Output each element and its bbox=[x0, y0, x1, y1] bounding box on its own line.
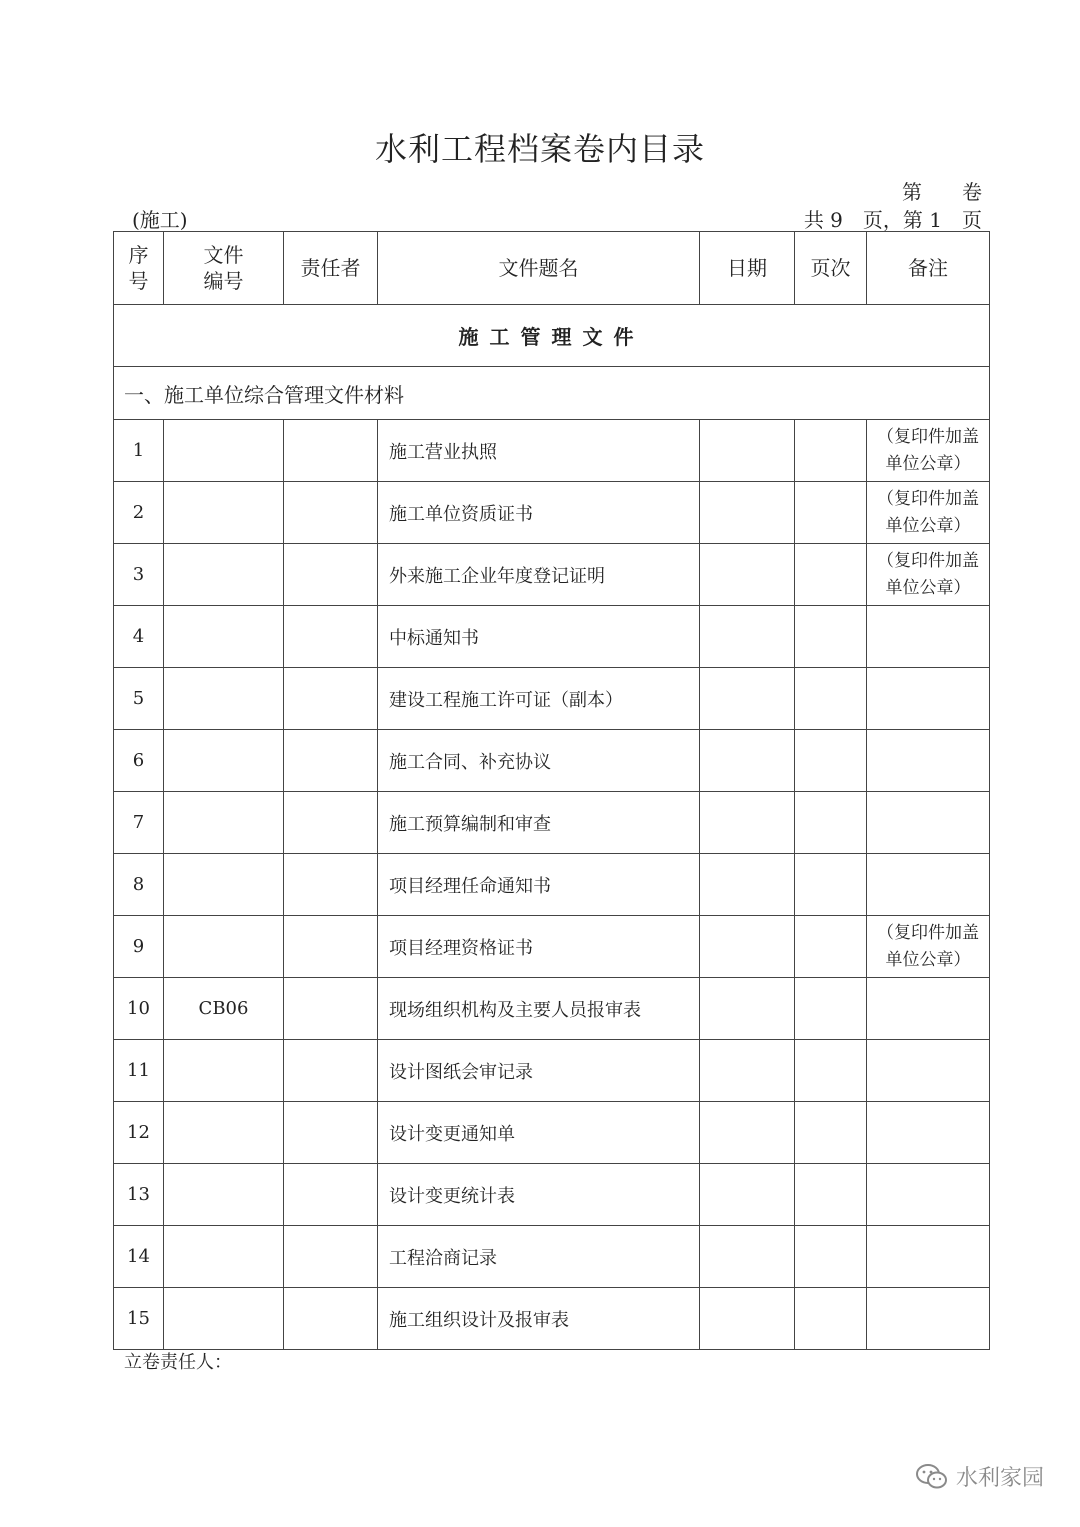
responsible-cell bbox=[284, 978, 378, 1040]
remark-cell: （复印件加盖 单位公章） bbox=[867, 420, 990, 482]
pages-cell bbox=[795, 1102, 867, 1164]
header-doc-title: 文件题名 bbox=[378, 232, 700, 305]
date-cell bbox=[700, 916, 795, 978]
date-cell bbox=[700, 1040, 795, 1102]
header-responsible: 责任者 bbox=[284, 232, 378, 305]
catalog-table bbox=[113, 231, 990, 1350]
remark-cell bbox=[867, 1288, 990, 1350]
pages-cell bbox=[795, 1164, 867, 1226]
title-cell: 施工合同、补充协议 bbox=[378, 730, 700, 792]
pages-cell bbox=[795, 1040, 867, 1102]
table-row bbox=[114, 668, 990, 730]
title-cell: 施工营业执照 bbox=[378, 420, 700, 482]
pages-cell bbox=[795, 730, 867, 792]
doc-no-cell bbox=[164, 916, 284, 978]
title-cell: 中标通知书 bbox=[378, 606, 700, 668]
table-header-row bbox=[114, 232, 990, 305]
remark-cell: （复印件加盖 单位公章） bbox=[867, 482, 990, 544]
pages-cell bbox=[795, 916, 867, 978]
subsection-heading-row bbox=[114, 367, 990, 420]
section-heading: 施工管理文件 bbox=[114, 305, 990, 367]
date-cell bbox=[700, 1164, 795, 1226]
remark-cell bbox=[867, 1164, 990, 1226]
responsible-cell bbox=[284, 482, 378, 544]
table-row bbox=[114, 482, 990, 544]
section-heading-row bbox=[114, 305, 990, 367]
seq-cell: 12 bbox=[114, 1102, 164, 1164]
pages-cell bbox=[795, 668, 867, 730]
responsible-cell bbox=[284, 668, 378, 730]
title-cell: 项目经理资格证书 bbox=[378, 916, 700, 978]
seq-cell: 10 bbox=[114, 978, 164, 1040]
watermark bbox=[914, 1461, 1044, 1492]
table-row bbox=[114, 792, 990, 854]
title-cell: 施工预算编制和审查 bbox=[378, 792, 700, 854]
pages-cell bbox=[795, 482, 867, 544]
seq-cell: 15 bbox=[114, 1288, 164, 1350]
date-cell bbox=[700, 1102, 795, 1164]
volume-label: 第 卷 bbox=[902, 180, 982, 204]
responsible-cell bbox=[284, 544, 378, 606]
doc-no-cell bbox=[164, 420, 284, 482]
doc-no-cell bbox=[164, 1102, 284, 1164]
remark-cell bbox=[867, 730, 990, 792]
seq-cell: 8 bbox=[114, 854, 164, 916]
date-cell bbox=[700, 420, 795, 482]
doc-no-cell bbox=[164, 854, 284, 916]
responsible-cell bbox=[284, 1226, 378, 1288]
title-cell: 项目经理任命通知书 bbox=[378, 854, 700, 916]
date-cell bbox=[700, 730, 795, 792]
remark-cell bbox=[867, 1102, 990, 1164]
doc-no-cell bbox=[164, 482, 284, 544]
date-cell bbox=[700, 854, 795, 916]
table-row bbox=[114, 606, 990, 668]
remark-cell bbox=[867, 1040, 990, 1102]
doc-no-cell bbox=[164, 668, 284, 730]
date-cell bbox=[700, 792, 795, 854]
remark-cell bbox=[867, 854, 990, 916]
seq-cell: 6 bbox=[114, 730, 164, 792]
title-cell: 工程洽商记录 bbox=[378, 1226, 700, 1288]
date-cell bbox=[700, 1288, 795, 1350]
footer-label: 立卷责任人： bbox=[124, 1352, 232, 1373]
seq-cell: 11 bbox=[114, 1040, 164, 1102]
seq-cell: 1 bbox=[114, 420, 164, 482]
title-cell: 设计图纸会审记录 bbox=[378, 1040, 700, 1102]
header-remark: 备注 bbox=[867, 232, 990, 305]
doc-no-cell bbox=[164, 1040, 284, 1102]
header-date: 日期 bbox=[700, 232, 795, 305]
date-cell bbox=[700, 978, 795, 1040]
table-row bbox=[114, 854, 990, 916]
seq-cell: 7 bbox=[114, 792, 164, 854]
responsible-cell bbox=[284, 792, 378, 854]
table-row bbox=[114, 978, 990, 1040]
pages-cell bbox=[795, 1288, 867, 1350]
doc-no-cell bbox=[164, 1164, 284, 1226]
pages-cell bbox=[795, 792, 867, 854]
seq-cell: 3 bbox=[114, 544, 164, 606]
header-pages: 页次 bbox=[795, 232, 867, 305]
doc-no-cell bbox=[164, 730, 284, 792]
wechat-icon bbox=[914, 1462, 950, 1492]
responsible-cell bbox=[284, 1164, 378, 1226]
page-title: 水利工程档案卷内目录 bbox=[374, 130, 705, 168]
date-cell bbox=[700, 668, 795, 730]
pages-cell bbox=[795, 420, 867, 482]
table-row bbox=[114, 420, 990, 482]
table-row bbox=[114, 1288, 990, 1350]
doc-no-cell bbox=[164, 1226, 284, 1288]
date-cell bbox=[700, 544, 795, 606]
date-cell bbox=[700, 1226, 795, 1288]
doc-no-cell: CB06 bbox=[164, 978, 284, 1040]
seq-cell: 13 bbox=[114, 1164, 164, 1226]
seq-cell: 5 bbox=[114, 668, 164, 730]
remark-cell bbox=[867, 1226, 990, 1288]
responsible-cell bbox=[284, 1040, 378, 1102]
remark-cell bbox=[867, 668, 990, 730]
seq-cell: 14 bbox=[114, 1226, 164, 1288]
title-cell: 外来施工企业年度登记证明 bbox=[378, 544, 700, 606]
page-count: 共 9 页，第 1 页 bbox=[803, 208, 982, 232]
doc-no-cell bbox=[164, 544, 284, 606]
seq-cell: 9 bbox=[114, 916, 164, 978]
responsible-cell bbox=[284, 1102, 378, 1164]
subsection-heading: 一、施工单位综合管理文件材料 bbox=[114, 367, 990, 420]
remark-cell bbox=[867, 978, 990, 1040]
responsible-cell bbox=[284, 916, 378, 978]
title-cell: 建设工程施工许可证（副本） bbox=[378, 668, 700, 730]
pages-cell bbox=[795, 978, 867, 1040]
doc-no-cell bbox=[164, 606, 284, 668]
table-row bbox=[114, 1164, 990, 1226]
table-row bbox=[114, 544, 990, 606]
table-row bbox=[114, 1102, 990, 1164]
table-row bbox=[114, 1226, 990, 1288]
title-cell: 施工组织设计及报审表 bbox=[378, 1288, 700, 1350]
remark-cell bbox=[867, 792, 990, 854]
seq-cell: 4 bbox=[114, 606, 164, 668]
title-cell: 设计变更统计表 bbox=[378, 1164, 700, 1226]
remark-cell: （复印件加盖 单位公章） bbox=[867, 916, 990, 978]
table-row bbox=[114, 916, 990, 978]
table-row bbox=[114, 730, 990, 792]
remark-cell: （复印件加盖 单位公章） bbox=[867, 544, 990, 606]
pages-cell bbox=[795, 544, 867, 606]
responsible-cell bbox=[284, 854, 378, 916]
category-label: (施工) bbox=[132, 208, 188, 232]
table-row bbox=[114, 1040, 990, 1102]
seq-cell: 2 bbox=[114, 482, 164, 544]
pages-cell bbox=[795, 854, 867, 916]
title-cell: 现场组织机构及主要人员报审表 bbox=[378, 978, 700, 1040]
title-cell: 设计变更通知单 bbox=[378, 1102, 700, 1164]
date-cell bbox=[700, 606, 795, 668]
responsible-cell bbox=[284, 420, 378, 482]
title-cell: 施工单位资质证书 bbox=[378, 482, 700, 544]
pages-cell bbox=[795, 606, 867, 668]
doc-no-cell bbox=[164, 1288, 284, 1350]
doc-no-cell bbox=[164, 792, 284, 854]
responsible-cell bbox=[284, 730, 378, 792]
watermark-text: 水利家园 bbox=[955, 1466, 1044, 1491]
remark-cell bbox=[867, 606, 990, 668]
responsible-cell bbox=[284, 606, 378, 668]
header-doc-no: 文件 编号 bbox=[164, 232, 284, 305]
responsible-cell bbox=[284, 1288, 378, 1350]
header-seq: 序 号 bbox=[114, 232, 164, 305]
pages-cell bbox=[795, 1226, 867, 1288]
date-cell bbox=[700, 482, 795, 544]
